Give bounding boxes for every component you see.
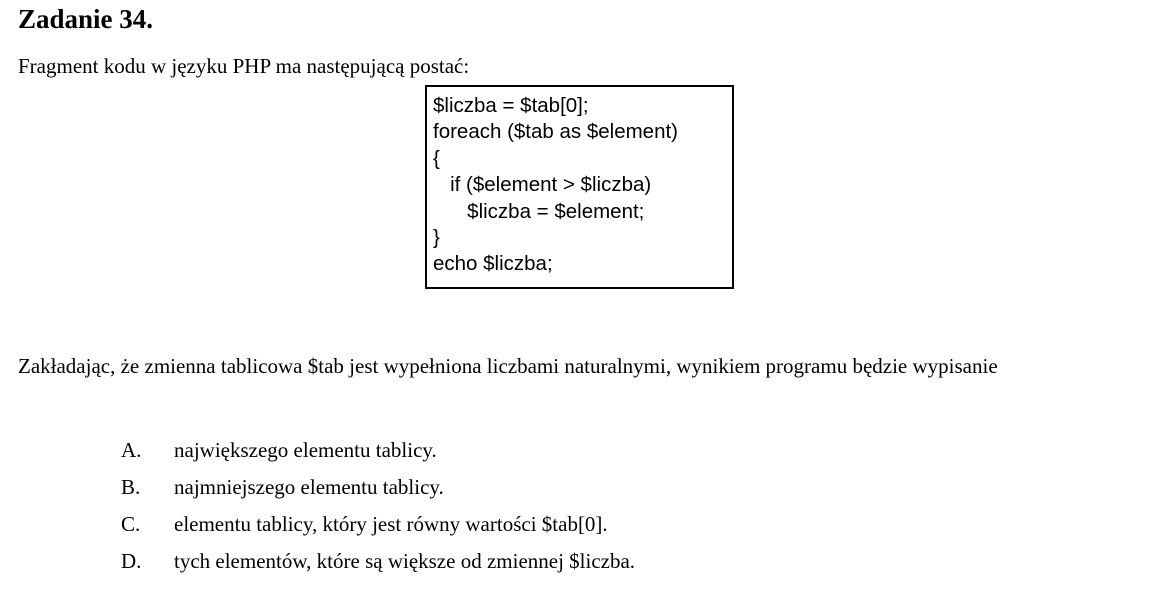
answer-list xyxy=(121,435,635,583)
code-line: } xyxy=(433,225,440,249)
answer-letter: A. xyxy=(121,438,142,462)
answer-letter: D. xyxy=(121,549,142,573)
code-line: echo $liczba; xyxy=(433,252,553,276)
answer-letter: C. xyxy=(121,512,141,536)
task-intro: Fragment kodu w języku PHP ma następującą postać: xyxy=(18,54,470,78)
task-title: Zadanie 34. xyxy=(18,4,154,34)
question-text: Zakładając, że zmienna tablicowa $tab jest wypełniona liczbami naturalnymi, wynikiem programu będzie wypisanie xyxy=(18,354,998,378)
code-box xyxy=(425,85,734,289)
answer-option-c xyxy=(121,509,635,546)
answer-text: elementu tablicy, który jest równy wartości $tab[0]. xyxy=(174,512,608,536)
code-line: $liczba = $tab[0]; xyxy=(433,94,589,117)
answer-text: najmniejszego elementu tablicy. xyxy=(174,475,444,499)
answer-option-a xyxy=(121,435,635,472)
answer-letter: B. xyxy=(121,475,141,499)
answer-text: tych elementów, które są większe od zmiennej $liczba. xyxy=(174,549,636,573)
answer-text: największego elementu tablicy. xyxy=(174,438,437,462)
code-line: $liczba = $element; xyxy=(433,199,645,223)
code-line: if ($element > $liczba) xyxy=(433,173,652,197)
code-line: foreach ($tab as $element) xyxy=(433,120,678,144)
code-line: { xyxy=(433,146,440,170)
answer-option-d xyxy=(121,546,635,583)
answer-option-b xyxy=(121,472,635,509)
